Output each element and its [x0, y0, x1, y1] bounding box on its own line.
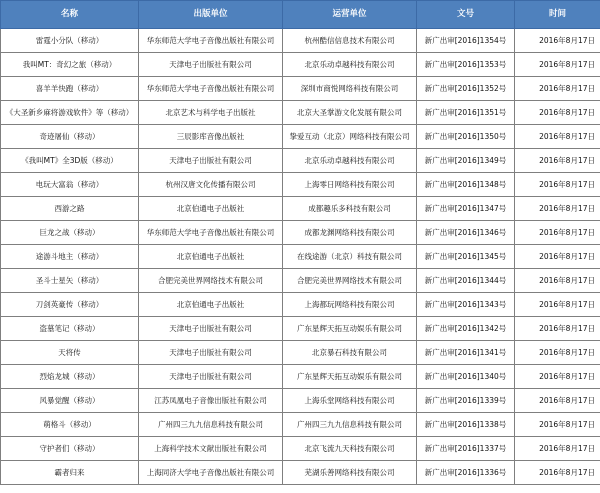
table-row [1, 245, 600, 269]
cell-operator: 北京乐动卓越科技有限公司 [283, 149, 417, 173]
cell-date: 2016年8月17日 [515, 365, 600, 389]
cell-date: 2016年8月17日 [515, 221, 600, 245]
cell-document-number: 新广出审[2016]1349号 [417, 149, 515, 173]
cell-operator: 杭州酷信信息技术有限公司 [283, 29, 417, 53]
table-row [1, 29, 600, 53]
table-row [1, 173, 600, 197]
cell-name: 电玩大富翁（移动） [1, 173, 139, 197]
table-row [1, 77, 600, 101]
cell-document-number: 新广出审[2016]1350号 [417, 125, 515, 149]
table-row [1, 197, 600, 221]
header-document-number: 文号 [417, 1, 515, 29]
cell-name: 巨龙之战（移动） [1, 221, 139, 245]
table-row [1, 317, 600, 341]
cell-document-number: 新广出审[2016]1354号 [417, 29, 515, 53]
cell-publisher: 北京伯通电子出版社 [139, 197, 283, 221]
cell-date: 2016年8月17日 [515, 437, 600, 461]
cell-publisher: 天津电子出版社有限公司 [139, 317, 283, 341]
cell-date: 2016年8月17日 [515, 413, 600, 437]
table-row [1, 365, 600, 389]
cell-publisher: 华东师范大学电子音像出版社有限公司 [139, 29, 283, 53]
cell-publisher: 华东师范大学电子音像出版社有限公司 [139, 221, 283, 245]
cell-name: 西游之路 [1, 197, 139, 221]
cell-publisher: 上海同济大学电子音像出版社有限公司 [139, 461, 283, 485]
header-date: 时间 [515, 1, 600, 29]
table-header-row [1, 1, 600, 29]
cell-date: 2016年8月17日 [515, 389, 600, 413]
cell-operator: 芜湖乐善网络科技有限公司 [283, 461, 417, 485]
cell-document-number: 新广出审[2016]1347号 [417, 197, 515, 221]
cell-document-number: 新广出审[2016]1352号 [417, 77, 515, 101]
cell-name: 风暴觉醒（移动） [1, 389, 139, 413]
cell-name: 雷霆小分队（移动） [1, 29, 139, 53]
cell-date: 2016年8月17日 [515, 77, 600, 101]
cell-operator: 成都龙渊网络科技有限公司 [283, 221, 417, 245]
cell-name: 《大圣新乡麻将游戏软件》等（移动） [1, 101, 139, 125]
cell-publisher: 上海科学技术文献出版社有限公司 [139, 437, 283, 461]
cell-operator: 北京乐动卓越科技有限公司 [283, 53, 417, 77]
cell-document-number: 新广出审[2016]1340号 [417, 365, 515, 389]
cell-date: 2016年8月17日 [515, 125, 600, 149]
cell-publisher: 江苏凤凰电子音像出版社有限公司 [139, 389, 283, 413]
cell-publisher: 合肥完美世界网络技术有限公司 [139, 269, 283, 293]
cell-operator: 北京暴石科技有限公司 [283, 341, 417, 365]
cell-document-number: 新广出审[2016]1342号 [417, 317, 515, 341]
cell-date: 2016年8月17日 [515, 269, 600, 293]
cell-date: 2016年8月17日 [515, 173, 600, 197]
cell-date: 2016年8月17日 [515, 245, 600, 269]
cell-date: 2016年8月17日 [515, 293, 600, 317]
cell-name: 烈焰龙城（移动） [1, 365, 139, 389]
cell-date: 2016年8月17日 [515, 197, 600, 221]
cell-publisher: 北京伯通电子出版社 [139, 293, 283, 317]
cell-publisher: 北京伯通电子出版社 [139, 245, 283, 269]
cell-operator: 上海零日网络科技有限公司 [283, 173, 417, 197]
cell-date: 2016年8月17日 [515, 29, 600, 53]
cell-document-number: 新广出审[2016]1339号 [417, 389, 515, 413]
cell-name: 霸者归来 [1, 461, 139, 485]
table-row [1, 269, 600, 293]
cell-document-number: 新广出审[2016]1353号 [417, 53, 515, 77]
header-name: 名称 [1, 1, 139, 29]
table-row [1, 389, 600, 413]
cell-operator: 广东星辉天拓互动娱乐有限公司 [283, 317, 417, 341]
cell-operator: 北京飞流九天科技有限公司 [283, 437, 417, 461]
cell-name: 天将传 [1, 341, 139, 365]
cell-date: 2016年8月17日 [515, 149, 600, 173]
cell-operator: 在线途游（北京）科技有限公司 [283, 245, 417, 269]
table-row [1, 149, 600, 173]
cell-operator: 合肥完美世界网络技术有限公司 [283, 269, 417, 293]
cell-name: 喜羊羊快跑（移动） [1, 77, 139, 101]
cell-date: 2016年8月17日 [515, 341, 600, 365]
table-row [1, 221, 600, 245]
cell-publisher: 广州四三九九信息科技有限公司 [139, 413, 283, 437]
cell-date: 2016年8月17日 [515, 101, 600, 125]
cell-document-number: 新广出审[2016]1344号 [417, 269, 515, 293]
table-body [1, 29, 600, 485]
cell-operator: 深圳市商悦网络科技有限公司 [283, 77, 417, 101]
table-row [1, 53, 600, 77]
cell-operator: 挚爱互动（北京）网络科技有限公司 [283, 125, 417, 149]
cell-name: 奇迹屠仙（移动） [1, 125, 139, 149]
table-row [1, 413, 600, 437]
cell-publisher: 天津电子出版社有限公司 [139, 53, 283, 77]
table-row [1, 461, 600, 485]
cell-document-number: 新广出审[2016]1338号 [417, 413, 515, 437]
cell-name: 《我叫MT》全3D版（移动） [1, 149, 139, 173]
header-publisher: 出版单位 [139, 1, 283, 29]
cell-operator: 成都趣乐多科技有限公司 [283, 197, 417, 221]
cell-document-number: 新广出审[2016]1345号 [417, 245, 515, 269]
cell-operator: 上海乐堂网络科技有限公司 [283, 389, 417, 413]
cell-date: 2016年8月17日 [515, 461, 600, 485]
cell-document-number: 新广出审[2016]1348号 [417, 173, 515, 197]
cell-date: 2016年8月17日 [515, 53, 600, 77]
cell-date: 2016年8月17日 [515, 317, 600, 341]
cell-publisher: 天津电子出版社有限公司 [139, 365, 283, 389]
cell-document-number: 新广出审[2016]1346号 [417, 221, 515, 245]
cell-operator: 上海都玩网络科技有限公司 [283, 293, 417, 317]
cell-name: 我叫MT：奇幻之旅（移动） [1, 53, 139, 77]
header-operator: 运营单位 [283, 1, 417, 29]
cell-operator: 北京大圣掌游文化发展有限公司 [283, 101, 417, 125]
cell-name: 守护者们（移动） [1, 437, 139, 461]
cell-name: 途游斗地主（移动） [1, 245, 139, 269]
cell-document-number: 新广出审[2016]1337号 [417, 437, 515, 461]
cell-name: 盗墓笔记（移动） [1, 317, 139, 341]
table-row [1, 125, 600, 149]
cell-operator: 广东星辉天拓互动娱乐有限公司 [283, 365, 417, 389]
cell-document-number: 新广出审[2016]1341号 [417, 341, 515, 365]
table-row [1, 293, 600, 317]
cell-publisher: 天津电子出版社有限公司 [139, 341, 283, 365]
cell-publisher: 三辰影库音像出版社 [139, 125, 283, 149]
cell-name: 圣斗士星矢（移动） [1, 269, 139, 293]
table-row [1, 341, 600, 365]
cell-name: 萌格斗（移动） [1, 413, 139, 437]
cell-document-number: 新广出审[2016]1336号 [417, 461, 515, 485]
table-row [1, 437, 600, 461]
cell-publisher: 天津电子出版社有限公司 [139, 149, 283, 173]
cell-name: 刀剑英豪传（移动） [1, 293, 139, 317]
cell-publisher: 北京艺术与科学电子出版社 [139, 101, 283, 125]
cell-document-number: 新广出审[2016]1351号 [417, 101, 515, 125]
cell-publisher: 杭州汉唐文化传播有限公司 [139, 173, 283, 197]
table-row [1, 101, 600, 125]
cell-document-number: 新广出审[2016]1343号 [417, 293, 515, 317]
cell-publisher: 华东师范大学电子音像出版社有限公司 [139, 77, 283, 101]
cell-operator: 广州四三九九信息科技有限公司 [283, 413, 417, 437]
